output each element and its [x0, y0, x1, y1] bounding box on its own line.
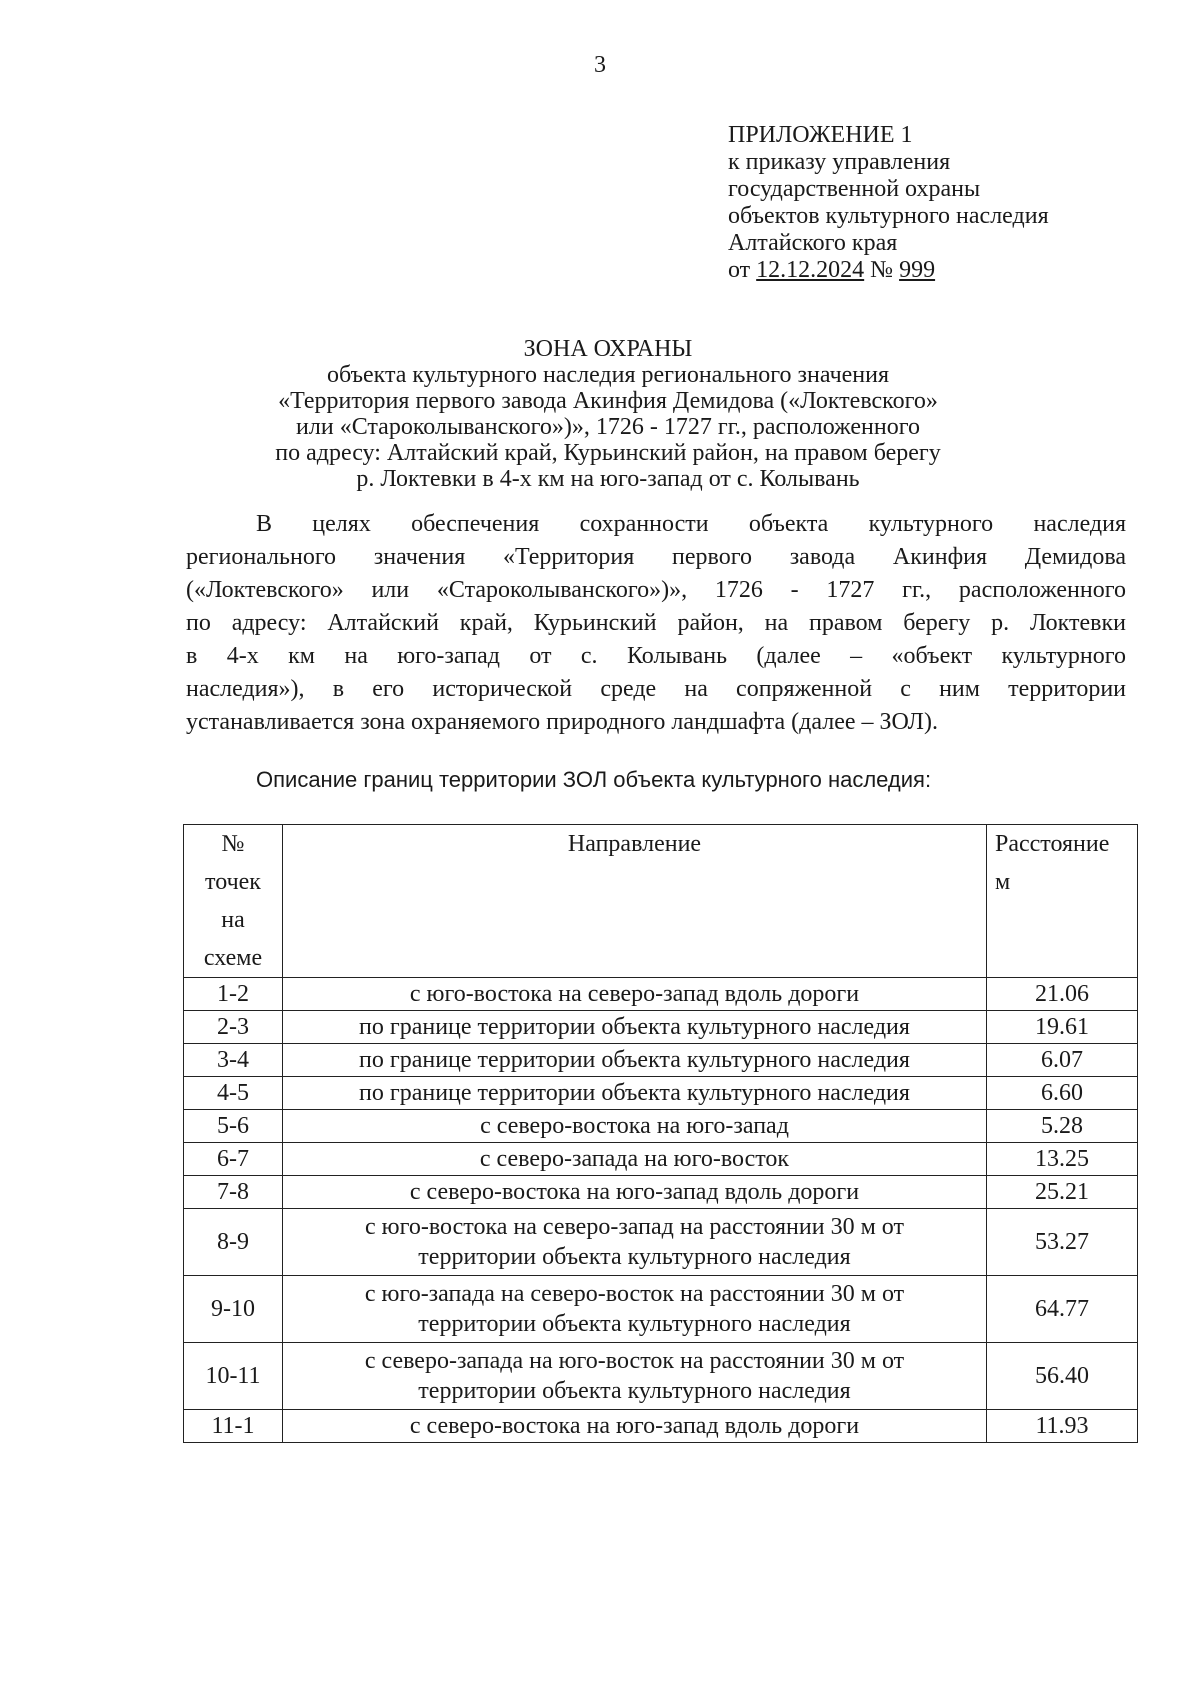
appendix-line: к приказу управления — [728, 149, 951, 175]
appendix-line: объектов культурного наследия — [728, 203, 1049, 229]
cell-direction-line: с северо-востока на юго-запад — [480, 1113, 789, 1139]
table-row — [184, 1343, 1138, 1410]
appendix-block — [728, 122, 1049, 284]
table-caption: Описание границ территории ЗОЛ объекта культурного наследия: — [256, 767, 932, 792]
cell-direction — [283, 1011, 987, 1044]
cell-points: 5-6 — [184, 1110, 283, 1143]
cell-direction-line: с северо-востока на юго-запад вдоль дороги — [409, 1179, 860, 1205]
cell-direction — [283, 1044, 987, 1077]
zone-title-line: р. Локтевки в 4-х км на юго-запад от с. Колывань — [356, 466, 860, 492]
cell-direction-line: территории объекта культурного наследия — [418, 1378, 851, 1404]
cell-distance: 25.21 — [987, 1176, 1138, 1209]
table-row — [184, 1410, 1138, 1443]
header-distance — [987, 825, 1138, 978]
table-header-row — [184, 825, 1138, 978]
table-row — [184, 1044, 1138, 1077]
cell-distance: 13.25 — [987, 1143, 1138, 1176]
cell-distance: 19.61 — [987, 1011, 1138, 1044]
cell-points: 11-1 — [184, 1410, 283, 1443]
header-points — [184, 825, 283, 978]
table-row — [184, 1011, 1138, 1044]
table-row — [184, 1209, 1138, 1276]
cell-points: 7-8 — [184, 1176, 283, 1209]
header-points-line: схеме — [203, 945, 263, 971]
intro-line: наследия»), в его исторической среде на сопряженной с ним территории — [186, 676, 1126, 702]
header-points-line: точек — [205, 869, 261, 895]
table-row — [184, 978, 1138, 1011]
header-distance-line: м — [995, 869, 1011, 895]
appendix-date-line — [728, 257, 1049, 284]
cell-points: 4-5 — [184, 1077, 283, 1110]
header-points-line: на — [221, 907, 245, 933]
header-direction: Направление — [283, 825, 987, 978]
cell-direction — [283, 1176, 987, 1209]
order-number: 999 — [899, 257, 936, 283]
table-row — [184, 1077, 1138, 1110]
number-prefix: № — [864, 257, 900, 283]
cell-direction-line: с северо-востока на юго-запад вдоль дороги — [409, 1413, 860, 1439]
zone-title-line: объекта культурного наследия регионального значения — [326, 362, 890, 388]
zone-title-line: «Территория первого завода Акинфия Демидова («Локтевского» — [278, 388, 938, 414]
table-row — [184, 1143, 1138, 1176]
cell-direction-line: по границе территории объекта культурного наследия — [359, 1080, 910, 1106]
cell-distance: 53.27 — [987, 1209, 1138, 1276]
cell-points: 8-9 — [184, 1209, 283, 1276]
order-date: 12.12.2024 — [756, 257, 865, 283]
zone-title — [0, 336, 1200, 492]
appendix-line: государственной охраны — [728, 176, 981, 202]
cell-points: 3-4 — [184, 1044, 283, 1077]
cell-direction — [283, 1110, 987, 1143]
appendix-title: ПРИЛОЖЕНИЕ 1 — [728, 122, 913, 148]
cell-direction — [283, 1276, 987, 1343]
cell-points: 6-7 — [184, 1143, 283, 1176]
intro-line: («Локтевского» или «Староколыванского»)», 1726 - 1727 гг., расположенного — [186, 577, 1126, 603]
zone-heading: ЗОНА ОХРАНЫ — [523, 336, 693, 362]
zone-title-line: или «Староколыванского»)», 1726 - 1727 гг., расположенного — [296, 414, 920, 440]
table-row — [184, 1176, 1138, 1209]
cell-direction-line: с северо-запада на юго-восток на расстоянии 30 м от — [364, 1348, 905, 1374]
cell-distance: 6.07 — [987, 1044, 1138, 1077]
intro-line: по адресу: Алтайский край, Курьинский район, на правом берегу р. Локтевки — [186, 610, 1126, 636]
cell-direction-line: территории объекта культурного наследия — [418, 1244, 851, 1270]
intro-line: регионального значения «Территория первого завода Акинфия Демидова — [186, 544, 1126, 570]
cell-direction — [283, 1343, 987, 1410]
date-prefix: от — [728, 257, 757, 283]
intro-line: в 4-х км на юго-запад от с. Колывань (далее – «объект культурного — [186, 643, 1126, 669]
cell-direction — [283, 1410, 987, 1443]
cell-points: 2-3 — [184, 1011, 283, 1044]
cell-distance: 56.40 — [987, 1343, 1138, 1410]
intro-paragraph — [186, 508, 1126, 739]
header-points-line: № — [221, 831, 245, 857]
cell-direction — [283, 1143, 987, 1176]
cell-direction — [283, 1209, 987, 1276]
cell-distance: 11.93 — [987, 1410, 1138, 1443]
cell-direction-line: с северо-запада на юго-восток — [479, 1146, 790, 1172]
boundary-table — [183, 824, 1138, 1443]
table-row — [184, 1110, 1138, 1143]
cell-points: 9-10 — [184, 1276, 283, 1343]
intro-line: В целях обеспечения сохранности объекта культурного наследия — [256, 511, 1126, 537]
cell-direction — [283, 978, 987, 1011]
cell-direction-line: по границе территории объекта культурного наследия — [359, 1047, 910, 1073]
table-row — [184, 1276, 1138, 1343]
intro-line: устанавливается зона охраняемого природного ландшафта (далее – ЗОЛ). — [186, 709, 938, 735]
cell-direction — [283, 1077, 987, 1110]
cell-distance: 21.06 — [987, 978, 1138, 1011]
cell-direction-line: с юго-востока на северо-запад вдоль дороги — [409, 981, 860, 1007]
header-distance-line: Расстояние — [995, 831, 1110, 857]
cell-distance: 6.60 — [987, 1077, 1138, 1110]
page-number: 3 — [594, 52, 606, 78]
cell-points: 10-11 — [184, 1343, 283, 1410]
cell-direction-line: по границе территории объекта культурного наследия — [359, 1014, 910, 1040]
cell-distance: 5.28 — [987, 1110, 1138, 1143]
appendix-line: Алтайского края — [728, 230, 898, 256]
cell-direction-line: с юго-востока на северо-запад на расстоянии 30 м от — [365, 1214, 904, 1240]
zone-title-line: по адресу: Алтайский край, Курьинский район, на правом берегу — [275, 440, 941, 466]
cell-direction-line: с юго-запада на северо-восток на расстоянии 30 м от — [364, 1281, 905, 1307]
cell-distance: 64.77 — [987, 1276, 1138, 1343]
table-body — [184, 978, 1138, 1443]
cell-direction-line: территории объекта культурного наследия — [418, 1311, 851, 1337]
cell-points: 1-2 — [184, 978, 283, 1011]
